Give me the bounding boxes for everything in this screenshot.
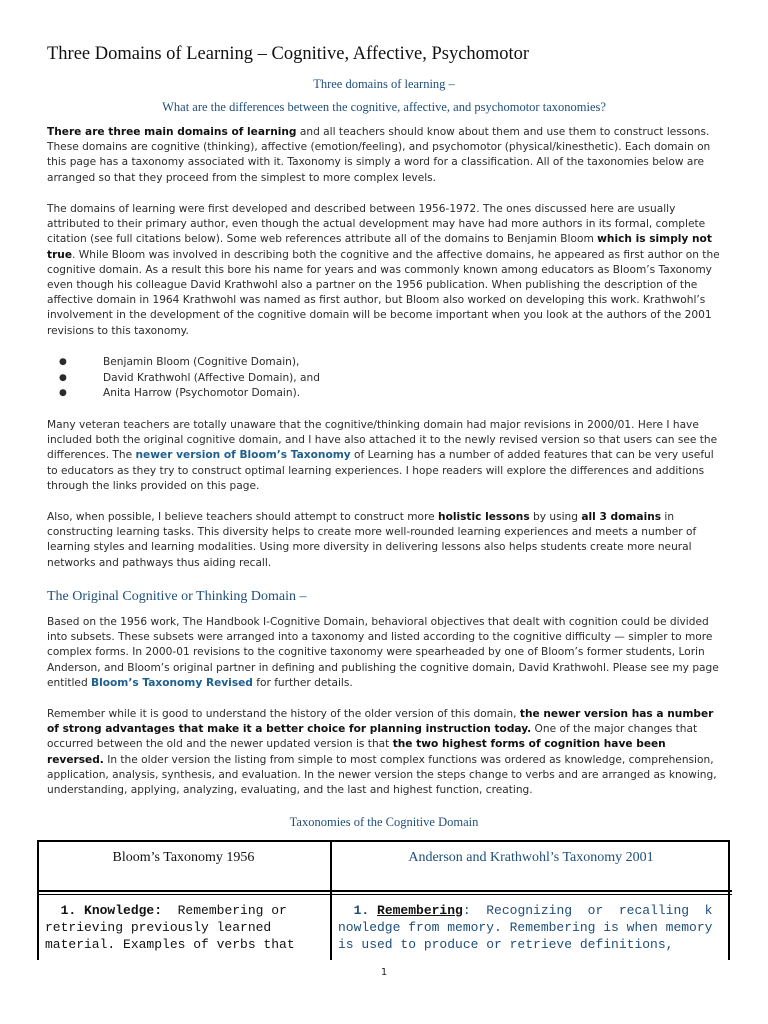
revisions-text-1: Many veteran teachers are totally unaware that the cognitive/thinking domain had major revisions in 2000/01. Here I have included both the original cognitive domain, and I have also attached it to the newly revised version so that users can see the differences. The [47,419,718,462]
subtitle-domains: Three domains of learning – [313,77,455,91]
document-title: Three Domains of Learning – Cognitive, Affective, Psychomotor [47,44,530,64]
remember-text-1: Remember while it is good to understand the history of the older version of this domain, [47,708,520,720]
revisions-text-2: of Learning has a number of added features that can be very useful to educators as they try to construct optimal learning experiences. I hope readers will explore the differences and additions through the links provided on this page. [47,449,714,492]
bullet-text: David Krathwohl (Affective Domain), and [103,372,320,384]
blooms-revised-link[interactable]: Bloom’s Taxonomy Revised [91,676,253,689]
paragraph-original-domain [47,615,722,691]
knowledge-term: Knowledge: [84,903,163,918]
cell-line: : Recognizing or recalling k [462,903,713,918]
paragraph-holistic [47,510,722,571]
intro-text: and all teachers should know about them and use them to construct lessons. These domains are cognitive (thinking), affective (emotion/feeling), and psychomotor (physical/kinesthetic). Each domain on this page has a taxonomy associated with it. Taxonomy is simply a word for a classification. All of the taxonomies below are arranged so that they proceed from the simplest to more complex levels. [47,126,711,184]
table-header-anderson: Anderson and Krathwohl’s Taxonomy 2001 [408,850,654,865]
cell-number [45,903,61,918]
cell-line: Remembering or [162,903,287,918]
bullet-text: Anita Harrow (Psychomotor Domain). [103,387,301,399]
paragraph-intro [47,125,722,186]
holistic-text-2: by using [529,511,582,523]
original-text-2: for further details. [252,676,353,689]
cell-number: 1. [353,903,378,918]
cell-number: 1. [60,903,85,918]
newer-version-link[interactable]: newer version of Bloom’s Taxonomy [135,449,351,462]
holistic-text-3: in constructing learning tasks. This diversity helps to create more well-rounded learning experiences and meets a number of learning styles and learning modalities. Using more diversity in delivering lessons also helps students create more neural networks and pathways thus aiding recall. [47,511,697,569]
original-text-1: Based on the 1956 work, The Handbook I-Cognitive Domain, behavioral objectives that dealt with cognition could be divided into subsets. These subsets were arranged into a taxonomy and listed according to the cognitive difficulty — simpler to more complex forms. In 2000-01 revisions to the cognitive taxonomy were spearheaded by one of Bloom’s former students, Lorin Anderson, and Bloom’s original partner in defining and publishing the cognitive domain, David Krathwohl. Please see my page entitled [47,616,719,689]
history-bold: which is simply not true [47,233,712,261]
subtitle-question: What are the differences between the cognitive, affective, and psychomotor taxonomies? [162,100,606,114]
paragraph-remember [47,707,722,798]
table-cell-knowledge [45,902,295,953]
remember-text-2: One of the major changes that occurred between the old and the newer updated version is that [47,723,698,751]
paragraph-revisions [47,418,722,494]
cell-line: retrieving previously learned [45,920,272,935]
remember-bold-2: the two highest forms of cognition have been reversed. [47,738,666,766]
table-caption: Taxonomies of the Cognitive Domain [289,815,479,829]
cell-line: nowledge from memory. Remembering is when memory [338,920,713,935]
bullet-icon: ● [59,357,67,367]
taxonomy-table [37,840,732,960]
history-text-2: . While Bloom was involved in describing both the cognitive and the affective domains, he appeared as first author on the cognitive domain. As a result this bore his name for years and was commonly known among educators as Bloom’s Taxonomy even though his colleague David Krathwohl also a partner on the 1956 publication. When publishing the description of the affective domain in 1964 Krathwohl was named as first author, but Bloom also worked on developing this work. Krathwohl’s involvement in the development of the cognitive domain will be become important when you look at the authors of the 2001 revisions to this taxonomy. [47,248,720,337]
table-divider [37,894,732,895]
holistic-bold-1: holistic lessons [438,511,530,523]
holistic-bold-2: all 3 domains [581,511,662,523]
bullet-icon: ● [59,373,67,383]
section-heading: The Original Cognitive or Thinking Domain – [47,589,307,604]
cell-number [338,903,354,918]
cell-line: is used to produce or retrieve definitions, [338,937,674,952]
remembering-term: Remembering [377,903,463,918]
intro-bold: There are three main domains of learning [47,126,297,138]
holistic-text-1: Also, when possible, I believe teachers should attempt to construct more [47,511,439,523]
table-divider [37,890,732,892]
table-cell-remembering [338,902,712,953]
bullet-text: Benjamin Bloom (Cognitive Domain), [103,356,300,368]
cell-line: material. Examples of verbs that [45,937,295,952]
history-text-1: The domains of learning were first developed and described between 1956-1972. The ones discussed here are usually attributed to their primary author, even though the actual development may have had more authors in its formal, complete citation (see full citations below). Some web references attribute all of the domains to Benjamin Bloom [47,203,706,246]
page-number: 1 [380,967,388,978]
paragraph-history [47,202,722,339]
bullet-icon: ● [59,388,67,398]
table-header-bloom: Bloom’s Taxonomy 1956 [112,850,255,865]
remember-text-3: In the older version the listing from simple to most complex functions was ordered as knowledge, comprehension, application, analysis, synthesis, and evaluation. In the newer version the steps change to verbs and are arranged as knowing, understanding, applying, analyzing, evaluating, and the last and highest function, creating. [47,753,717,797]
remember-bold-1: the newer version has a number of strong advantages that make it a better choice for planning instruction today. [47,708,714,736]
